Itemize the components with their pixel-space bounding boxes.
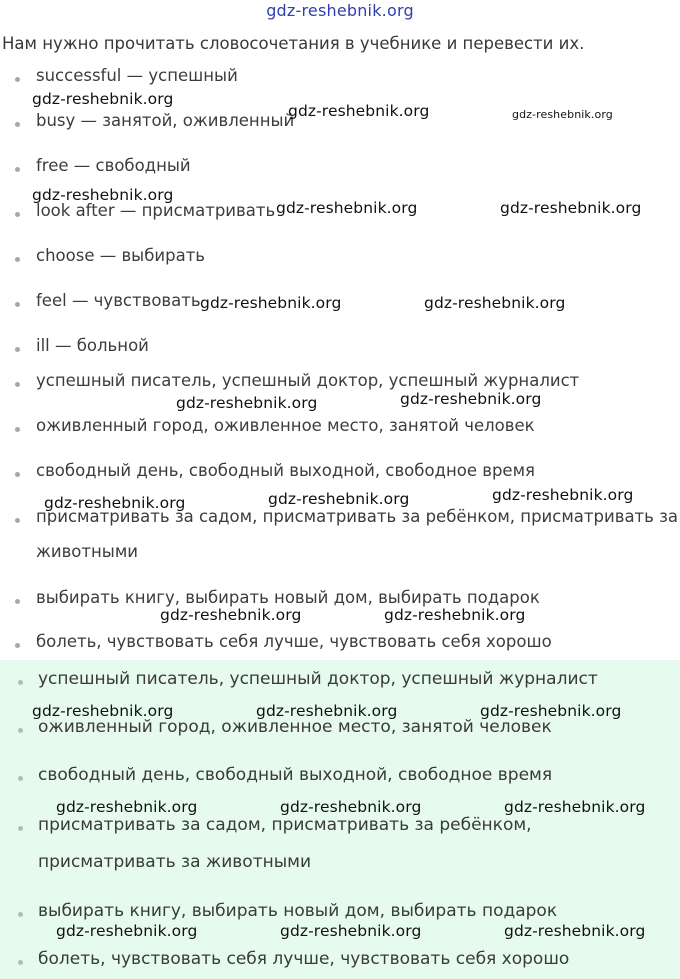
watermark: gdz-reshebnik.org: [492, 486, 634, 504]
list-item-text: свободный день, свободный выходной, свободное время: [38, 765, 553, 785]
watermark: gdz-reshebnik.org: [56, 922, 198, 940]
list-item-text: выбирать книгу, выбирать новый дом, выбирать подарок: [36, 588, 540, 607]
watermark: gdz-reshebnik.org: [480, 702, 622, 720]
bullet-icon: [15, 599, 20, 604]
bullet-icon: [15, 382, 20, 387]
bullet-icon: [15, 347, 20, 352]
list-item-text: успешный писатель, успешный доктор, успешный журналист: [38, 669, 598, 689]
watermark: gdz-reshebnik.org: [176, 394, 318, 412]
list-item-text: присматривать за животными: [38, 852, 312, 872]
bullet-icon: [15, 257, 20, 262]
list-item-text: оживленный город, оживленное место, занятой человек: [38, 717, 552, 737]
watermark: gdz-reshebnik.org: [288, 102, 430, 120]
list-item-text: свободный день, свободный выходной, свободное время: [36, 461, 535, 480]
bullet-icon: [15, 472, 20, 477]
bullet-icon: [18, 912, 23, 917]
bullet-icon: [18, 776, 23, 781]
watermark: gdz-reshebnik.org: [268, 490, 410, 508]
list-item-text: feel — чувствовать: [36, 291, 201, 310]
list-item-text: free — свободный: [36, 156, 191, 175]
list-item-text: выбирать книгу, выбирать новый дом, выбирать подарок: [38, 901, 558, 921]
list-item-text: ill — больной: [36, 336, 149, 355]
watermark: gdz-reshebnik.org: [504, 798, 646, 816]
list-item-text: присматривать за садом, присматривать за ребёнком,: [38, 815, 532, 835]
bullet-icon: [15, 167, 20, 172]
bullet-icon: [15, 77, 20, 82]
watermark: gdz-reshebnik.org: [400, 390, 542, 408]
list-item-text: look after — присматривать: [36, 201, 276, 220]
watermark: gdz-reshebnik.org: [44, 494, 186, 512]
bullet-icon: [15, 122, 20, 127]
watermark: gdz-reshebnik.org: [384, 606, 526, 624]
watermark: gdz-reshebnik.org: [424, 294, 566, 312]
bullet-icon: [18, 680, 23, 685]
list-item-text: busy — занятой, оживленный: [36, 111, 295, 130]
bullet-icon: [15, 212, 20, 217]
watermark: gdz-reshebnik.org: [200, 294, 342, 312]
watermark: gdz-reshebnik.org: [280, 798, 422, 816]
watermark: gdz-reshebnik.org: [160, 606, 302, 624]
bullet-icon: [15, 643, 20, 648]
bullet-icon: [15, 302, 20, 307]
list-item-text: животными: [36, 542, 139, 561]
watermark: gdz-reshebnik.org: [56, 798, 198, 816]
list-item-text: successful — успешный: [36, 66, 238, 85]
list-item-text: успешный писатель, успешный доктор, успешный журналист: [36, 371, 580, 390]
bullet-icon: [15, 518, 20, 523]
list-item-text: болеть, чувствовать себя лучше, чувствовать себя хорошо: [36, 632, 552, 651]
list-item-text: оживленный город, оживленное место, занятой человек: [36, 416, 535, 435]
watermark: gdz-reshebnik.org: [32, 186, 174, 204]
bullet-icon: [18, 960, 23, 965]
watermark: gdz-reshebnik.org: [280, 922, 422, 940]
watermark: gdz-reshebnik.org: [256, 702, 398, 720]
watermark-header: gdz-reshebnik.org: [266, 1, 414, 20]
bullet-icon: [18, 826, 23, 831]
list-item-text: болеть, чувствовать себя лучше, чувствовать себя хорошо: [38, 949, 570, 969]
intro-text: Нам нужно прочитать словосочетания в учебнике и перевести их.: [2, 34, 585, 53]
watermark: gdz-reshebnik.org: [504, 922, 646, 940]
bullet-icon: [15, 427, 20, 432]
watermark: gdz-reshebnik.org: [512, 108, 613, 121]
watermark: gdz-reshebnik.org: [32, 702, 174, 720]
list-item-text: присматривать за садом, присматривать за ребёнком, присматривать за: [36, 507, 679, 526]
watermark: gdz-reshebnik.org: [32, 90, 174, 108]
list-item-text: choose — выбирать: [36, 246, 206, 265]
watermark: gdz-reshebnik.org: [276, 199, 418, 217]
bullet-icon: [18, 728, 23, 733]
watermark: gdz-reshebnik.org: [500, 199, 642, 217]
